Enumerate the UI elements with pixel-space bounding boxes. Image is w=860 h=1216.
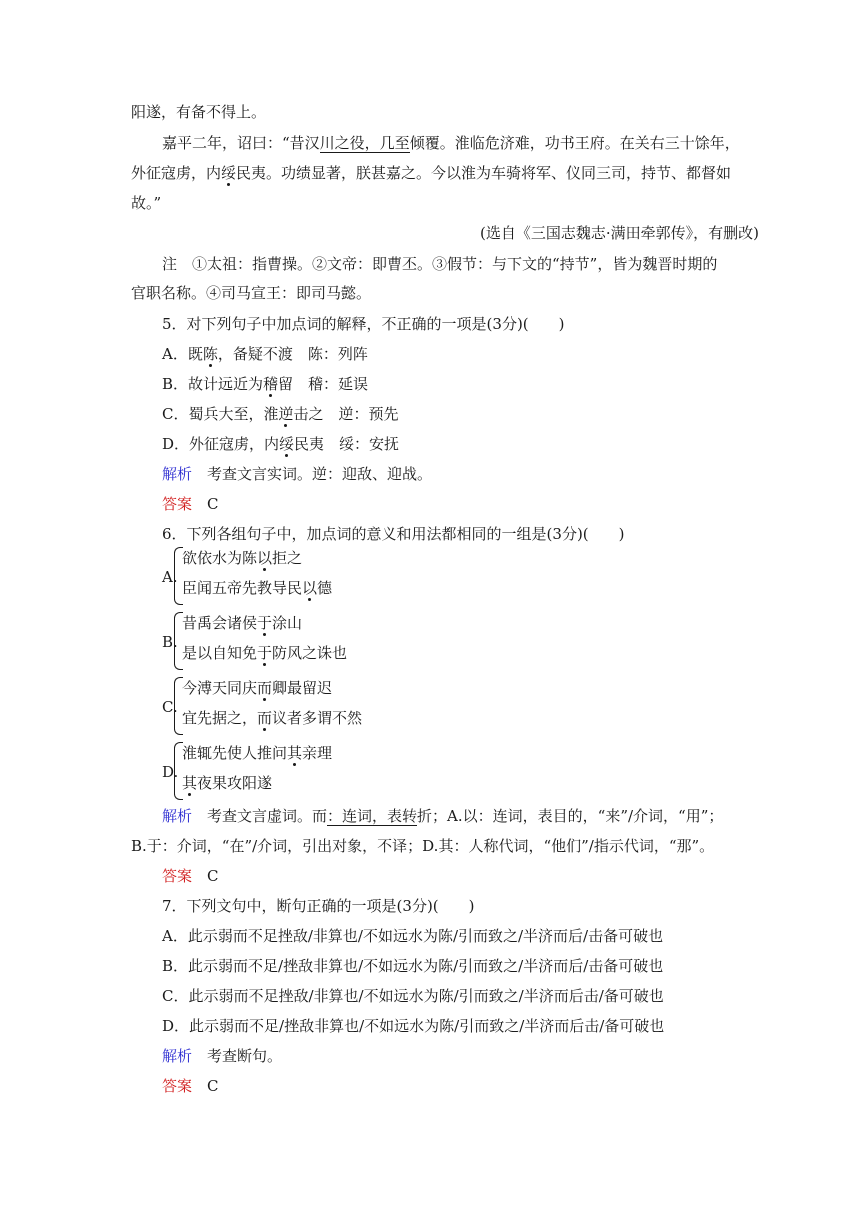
analysis bbox=[162, 806, 723, 826]
option-letter: A. bbox=[162, 568, 178, 586]
dotted-char: 其 bbox=[287, 744, 303, 762]
text: 防风之诛也 bbox=[272, 644, 348, 662]
text: C．蜀兵大至，淮 bbox=[162, 405, 279, 423]
text: 亲理 bbox=[302, 744, 333, 762]
analysis-label: 解析 bbox=[162, 465, 193, 483]
text: 涂山 bbox=[272, 614, 303, 632]
text: 宜先据之， bbox=[182, 709, 258, 727]
question-stem: 5．对下列句子中加点词的解释，不正确的一项是(3分)( ) bbox=[162, 315, 565, 333]
option-letter: B. bbox=[162, 633, 178, 651]
underlined-text: ：连词，表转 bbox=[327, 807, 418, 825]
dotted-char: 绥 bbox=[279, 435, 295, 453]
dotted-char: 于 bbox=[257, 644, 273, 662]
text: 嘉平二年，诏曰：“昔汉 bbox=[162, 134, 320, 152]
question-stem: 6．下列各组句子中，加点词的意义和用法都相同的一组是(3分)( ) bbox=[162, 525, 625, 543]
option-b-line1 bbox=[182, 613, 302, 633]
text: 臣闻五帝先教导民 bbox=[182, 579, 303, 597]
dotted-char: 绥 bbox=[221, 164, 237, 182]
dotted-char: 稽 bbox=[263, 375, 279, 393]
text: D．外征寇虏，内 bbox=[162, 435, 280, 453]
option-a-line2 bbox=[182, 578, 332, 598]
option-c bbox=[162, 404, 399, 424]
question-stem: 7．下列文句中，断句正确的一项是(3分)( ) bbox=[162, 897, 475, 915]
option-d-line2 bbox=[182, 773, 272, 793]
dotted-char: 以 bbox=[302, 579, 318, 597]
option-d bbox=[162, 434, 399, 454]
option-a: A．此示弱而不足挫敌/非算也/不如远水为陈/引而致之/半济而后/击备可破也 bbox=[162, 927, 664, 945]
analysis-text: 折；A.以：连词，表目的，“来”/介词，“用”； bbox=[417, 807, 724, 825]
option-c-line1 bbox=[182, 678, 332, 698]
text: 倾覆。淮临危济难，功书王府。在关右三十馀年， bbox=[409, 134, 740, 152]
text: 外征寇虏，内 bbox=[131, 164, 222, 182]
text: 卿最留迟 bbox=[272, 679, 333, 697]
option-c: C．此示弱而不足挫敌/非算也/不如远水为陈/引而致之/半济而后击/备可破也 bbox=[162, 987, 664, 1005]
underlined-text: 川之役，几至 bbox=[319, 134, 410, 152]
text: 拒之 bbox=[272, 549, 303, 567]
answer-text: C bbox=[192, 867, 219, 885]
text: 议者多谓不然 bbox=[272, 709, 363, 727]
note-line: 官职名称。④司马宣王：即司马懿。 bbox=[131, 284, 372, 302]
text: 德 bbox=[317, 579, 333, 597]
answer bbox=[162, 866, 219, 886]
text: 夜果攻阳遂 bbox=[197, 774, 273, 792]
passage-line: 故。” bbox=[131, 194, 162, 212]
passage-line: 阳遂，有备不得上。 bbox=[131, 103, 267, 121]
analysis-text: 考查文言虚词。而 bbox=[192, 807, 328, 825]
answer-text: C bbox=[192, 495, 219, 513]
text: 今溥天同庆 bbox=[182, 679, 258, 697]
analysis-label: 解析 bbox=[162, 1047, 193, 1065]
text: 淮辄先使人推问 bbox=[182, 744, 288, 762]
text: A．既 bbox=[162, 345, 203, 363]
text: 是以自知免 bbox=[182, 644, 258, 662]
analysis-line2: B.于：介词，“在”/介词，引出对象，不译；D.其：人称代词，“他们”/指示代词，“那”。 bbox=[131, 837, 715, 855]
text: B．故计远近为 bbox=[162, 375, 264, 393]
dotted-char: 于 bbox=[257, 614, 273, 632]
dotted-char: 逆 bbox=[278, 405, 294, 423]
dotted-char: 而 bbox=[257, 709, 273, 727]
option-c-line2 bbox=[182, 708, 362, 728]
analysis-label: 解析 bbox=[162, 807, 193, 825]
answer bbox=[162, 1076, 219, 1096]
passage-line bbox=[131, 163, 731, 183]
option-a bbox=[162, 344, 368, 364]
option-d-line1 bbox=[182, 743, 332, 763]
answer-text: C bbox=[192, 1077, 219, 1095]
analysis bbox=[162, 464, 432, 484]
answer-label: 答案 bbox=[162, 495, 193, 513]
option-b: B．此示弱而不足/挫敌非算也/不如远水为陈/引而致之/半济而后/击备可破也 bbox=[162, 957, 664, 975]
answer-label: 答案 bbox=[162, 1077, 193, 1095]
text: 击之 逆：预先 bbox=[293, 405, 399, 423]
dotted-char: 而 bbox=[257, 679, 273, 697]
analysis-text: 考查断句。 bbox=[192, 1047, 283, 1065]
text: ，备疑不渡 陈：列阵 bbox=[217, 345, 368, 363]
text: 欲依水为陈 bbox=[182, 549, 258, 567]
answer-label: 答案 bbox=[162, 867, 193, 885]
analysis bbox=[162, 1046, 282, 1066]
option-b-line2 bbox=[182, 643, 347, 663]
source-citation: (选自《三国志魏志·满田牵郭传》，有删改) bbox=[480, 224, 759, 242]
option-letter: C. bbox=[162, 698, 178, 716]
dotted-char: 其 bbox=[182, 774, 198, 792]
text: 民夷。功绩显著，朕甚嘉之。今以淮为车骑将军、仪同三司，持节、都督如 bbox=[236, 164, 732, 182]
text: 民夷 绥：安抚 bbox=[294, 435, 400, 453]
option-b bbox=[162, 374, 368, 394]
option-letter: D. bbox=[162, 763, 179, 781]
option-d: D．此示弱而不足/挫敌非算也/不如远水为陈/引而致之/半济而后击/备可破也 bbox=[162, 1017, 665, 1035]
dotted-char: 以 bbox=[257, 549, 273, 567]
text: 留 稽：延误 bbox=[278, 375, 369, 393]
text: 昔禹会诸侯 bbox=[182, 614, 258, 632]
dotted-char: 陈 bbox=[202, 345, 218, 363]
note-line: 注 ①太祖：指曹操。②文帝：即曹丕。③假节：与下文的“持节”，皆为魏晋时期的 bbox=[162, 255, 718, 273]
analysis-text: 考查文言实词。逆：迎敌、迎战。 bbox=[192, 465, 433, 483]
option-a-line1 bbox=[182, 548, 302, 568]
passage-line bbox=[162, 133, 740, 153]
answer bbox=[162, 494, 219, 514]
